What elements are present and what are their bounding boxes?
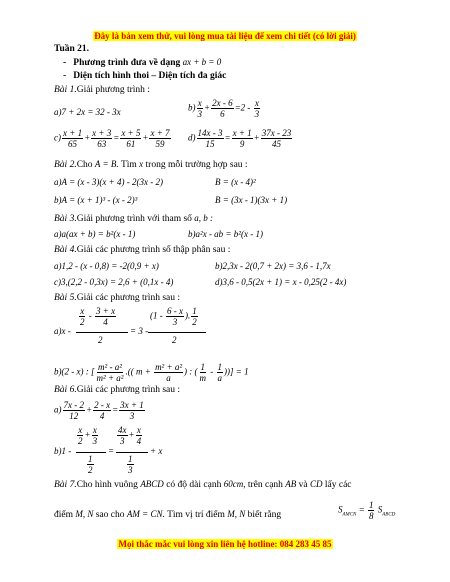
bai7-pts: M, N [75, 509, 94, 519]
bai5-a-eq: = 3 - [130, 326, 149, 336]
bai5-a-num2: (1 - $\frac{6 - x}{3}$ ). $\frac{1}{2}$ [150, 306, 197, 327]
bai1-text: Giải phương trình : [76, 85, 150, 95]
bai2-a-left: a)A = (x - 3)(x + 4) - 2(3x - 2) [54, 177, 163, 187]
bai7-t6: điểm [54, 510, 73, 520]
bai7-s1: S [338, 504, 343, 515]
bai1-b-prefix: b) [188, 102, 196, 113]
bai6-b-den1: $\frac{1}{2}$ [88, 454, 93, 475]
bai7-t4: và [298, 480, 308, 490]
bai1-b: b) $\frac{x}{3}$ + $\frac{2x - 6}{6}$ =2 - $\frac{x}{3}$ [188, 98, 260, 119]
bai1-label: Bài 1. [54, 85, 77, 95]
top-banner [0, 26, 450, 44]
bai7-sub1: AMCN [342, 512, 357, 518]
bai2-a-right: B = (x - 4)² [215, 177, 256, 187]
bai6-b-num2: $\frac{4x}{3}$ + $\frac{x}{4}$ [118, 425, 142, 446]
bai7-label: Bài 7. [54, 480, 77, 490]
bai5-b-prefix: b)(2 - x) : [54, 366, 89, 377]
bai6-b-fracbar1 [76, 452, 106, 453]
bai2-b-left: b)A = (x + 1)³ - (x - 2)³ [54, 195, 138, 205]
bai2-b-right: B = (3x - 1)(3x + 1) [215, 195, 288, 205]
bai4-c: c)3,(2,2 - 0,3x) = 2,6 + (0,1x - 4) [54, 277, 174, 287]
bai5-a-den2: 2 [172, 335, 177, 345]
bai5-b-eq: = 1 [235, 366, 249, 377]
topic-1-formula: ax + b = 0 [182, 57, 222, 67]
bai7-t5: lấy các [324, 480, 352, 490]
bai7-line2 [54, 508, 281, 521]
topic-1: - Phương trình đưa về dạng ax + b = 0 [63, 57, 222, 68]
bai3-b: b)a²x - ab = b²(x - 1) [188, 229, 263, 239]
bai6-b-fracbar2 [116, 452, 148, 453]
bai7-t2: có độ dài cạnh [166, 480, 222, 490]
bai5-a-prefix: a)x - [54, 326, 71, 336]
bai7-s2: S [377, 504, 383, 515]
bai7-t3: trên cạnh [247, 480, 283, 490]
bai7-t8: Tìm vị trí điểm [167, 510, 225, 520]
bai1-c: c) $\frac{x + 1}{65}$ + $\frac{x + 3}{63}$ = $\frac{x + 5}{61}$ + $\frac{x + 7}{59}$ [54, 128, 170, 149]
bai3-params: a, b : [194, 213, 214, 223]
topic-2: - Diện tích hình thoi – Diện tích đa giác [63, 71, 227, 81]
bai7-t7: sao cho [95, 510, 125, 520]
bai6-label: Bài 6. [54, 385, 77, 395]
bai5-label: Bài 5. [54, 293, 77, 303]
bai2-label: Bài 2. [54, 160, 77, 170]
bai7-one: 1 [368, 500, 374, 510]
bai5-a-den1: 2 [98, 335, 103, 345]
bai7-side: 60cm, [223, 479, 246, 489]
bai6-b-eq: = [108, 446, 115, 456]
bai7-line1 [54, 478, 352, 491]
bai6-b-tail: + x [150, 446, 163, 456]
bai3-heading [54, 212, 213, 225]
bai7-seg1: AB [285, 479, 297, 489]
bai4-b: b)2,3x - 2(0,7 + 2x) = 3,6 - 1,7x [215, 261, 331, 271]
bai4-a: a)1,2 - (x - 0,8) = -2(0,9 + x) [54, 261, 159, 271]
bai2-formula: A = B. [94, 159, 119, 169]
bottom-banner-text: Mọi thắc mắc vui lòng xin liên hệ hotline: 084 283 45 85 [118, 539, 332, 549]
week-heading: Tuần 21. [54, 44, 90, 54]
bai5-a-fracbar2 [148, 332, 206, 333]
bai7-t1: Cho hình vuông [76, 480, 138, 490]
bai4-d: d)3,6 - 0,5(2x + 1) = x - 0,25(2 - 4x) [215, 277, 347, 287]
bai1-d-prefix: d) [188, 132, 196, 143]
bai5-b: b)(2 - x) : [ $\frac{\text{m² - a²}}{\text{m² + a²}}$ .(( m + $\frac{\text{m² + a²}}{a}$ ) : ( $\frac{1}{m}$ - $\frac{1}{a}$ ))] = 1 [54, 362, 249, 383]
bai1-c-prefix: c) [54, 132, 61, 143]
bai4-text: Giải các phương trình số thập phân sau : [76, 245, 231, 255]
bai7-eight: 8 [368, 511, 374, 521]
bottom-banner [0, 534, 450, 552]
bai6-b-num1: $\frac{x}{2}$ + $\frac{x}{3}$ [78, 425, 98, 446]
topic-1-text: Phương trình đưa về dạng [73, 58, 181, 68]
bai1-heading [54, 84, 150, 96]
bai7-sub2: ABCD [382, 512, 396, 518]
bai3-a: a)a(ax + b) = b²(x - 1) [54, 229, 136, 239]
bai7-seg2: CD [310, 479, 323, 489]
bai7-area-eq [338, 500, 395, 521]
bai4-heading [54, 244, 230, 256]
bai6-a-prefix: a) [54, 404, 62, 415]
bai6-text: Giải các phương trình sau : [76, 385, 181, 395]
bai1-d: d) $\frac{14x - 3}{15}$ = $\frac{x + 1}{9}$ + $\frac{37x - 23}{45}$ [188, 128, 292, 149]
bai5-a-fracbar1 [76, 332, 128, 333]
bai5-a-num: $\frac{x}{2}$ - $\frac{3 + x}{4}$ [80, 306, 116, 327]
topic-2-text: Diện tích hình thoi – Diện tích đa giác [73, 71, 227, 81]
bai6-a: a) $\frac{7x - 2}{12}$ + $\frac{2 - x}{4}$ = $\frac{3x + 1}{3}$ [54, 400, 144, 421]
bai3-label: Bài 3. [54, 214, 77, 224]
bai6-b-den2: $\frac{1}{3}$ [128, 454, 133, 475]
bai2-var: x [139, 159, 144, 169]
bai2-text-pre: Cho [76, 160, 93, 170]
bai1-a: a)7 + 2x = 32 - 3x [54, 107, 121, 117]
bai7-eq-sign: = [358, 504, 365, 515]
bai7-square: ABCD [140, 479, 164, 489]
bai2-text-post: trong mỗi trường hợp sau : [145, 160, 248, 170]
bai2-heading [54, 158, 248, 171]
bai6-heading [54, 384, 180, 396]
bai5-heading [54, 292, 180, 304]
bai3-text: Giải phương trình với tham số [76, 214, 192, 224]
top-banner-text: Đây là bản xem thử, vui lòng mua tài liệu để xem chi tiết (có lời giải) [94, 31, 356, 41]
bai6-b-prefix: b)1 - [54, 446, 72, 456]
bai5-text: Giải các phương trình sau : [76, 293, 181, 303]
bai4-label: Bài 4. [54, 245, 77, 255]
bai7-t9: biết rằng [247, 510, 282, 520]
bai7-cond: AM = CN. [126, 509, 165, 519]
bai2-text-mid: Tìm [120, 160, 137, 170]
bai7-pts2: M, N [227, 509, 246, 519]
